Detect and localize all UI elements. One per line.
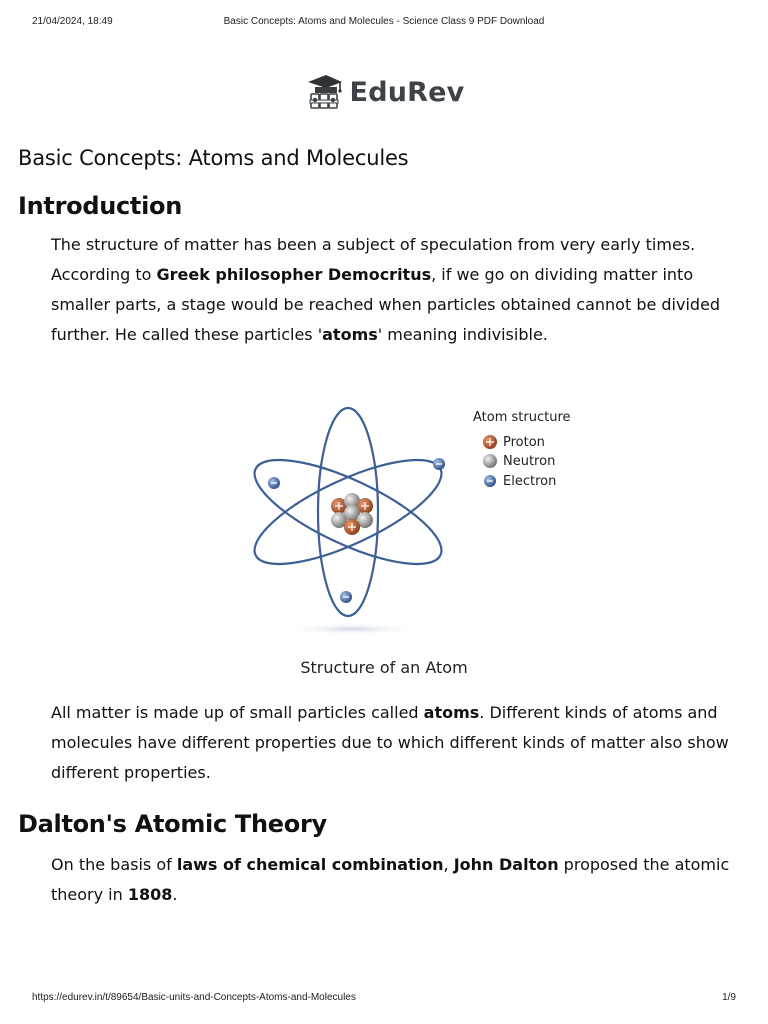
print-document-title: Basic Concepts: Atoms and Molecules - Science Class 9 PDF Download (223, 16, 545, 27)
page-url[interactable]: https://edurev.in/t/89654/Basic-units-and-Concepts-Atoms-and-Molecules (32, 992, 356, 1003)
dalton-text-4: . (172, 885, 178, 904)
dalton-bold-year: 1808 (127, 885, 173, 904)
heading-introduction: Introduction (18, 192, 182, 220)
page-number: 1/9 (722, 992, 736, 1003)
neutron-legend-icon (483, 454, 497, 468)
atom-structure-diagram (236, 396, 596, 646)
dalton-bold-laws: laws of chemical combination (176, 855, 444, 874)
dalton-text-3: proposed the atomic theory in (51, 855, 730, 904)
page-title: Basic Concepts: Atoms and Molecules (18, 146, 409, 170)
matter-text-2: . Different kinds of atoms and molecules have different properties due to which different kinds of matter also show different properties. (51, 703, 729, 782)
intro-text-2: , if we go on dividing matter into smaller parts, a stage would be reached when particles obtained cannot be divided further. He called these particles ' (51, 265, 721, 344)
heading-daltons-atomic-theory: Dalton's Atomic Theory (18, 810, 327, 838)
intro-text-3: ' meaning indivisible. (377, 325, 548, 344)
dalton-text-1: On the basis of (51, 855, 177, 874)
print-footer (32, 992, 736, 1006)
article-content (18, 140, 750, 904)
intro-bold-democritus: Greek philosopher Democritus (156, 265, 432, 284)
dalton-bold-john-dalton: John Dalton (453, 855, 559, 874)
dalton-text-2: , (443, 855, 454, 874)
atom-structure-figure (18, 396, 750, 646)
figure-caption: Structure of an Atom (300, 658, 468, 677)
nucleus (331, 493, 373, 535)
legend-electron: Electron (503, 474, 557, 489)
graduation-cap-books-icon (304, 73, 344, 111)
edurev-logo[interactable] (0, 72, 768, 112)
matter-text-1: All matter is made up of small particles called (51, 703, 424, 722)
legend-neutron: Neutron (503, 454, 556, 469)
print-header (32, 16, 736, 30)
matter-paragraph (51, 698, 750, 788)
intro-paragraph (51, 230, 750, 350)
legend-proton: Proton (503, 435, 545, 450)
brand-name: EduRev (349, 76, 465, 108)
intro-bold-atoms: atoms (322, 325, 378, 344)
legend-title: Atom structure (473, 410, 571, 425)
atom-shadow (282, 623, 422, 635)
atom-legend (473, 410, 571, 489)
matter-bold-atoms: atoms (423, 703, 480, 722)
intro-text-1: The structure of matter has been a subject of speculation from very early times. According to (51, 235, 696, 284)
print-date: 21/04/2024, 18:49 (32, 16, 113, 27)
dalton-paragraph (51, 850, 750, 910)
